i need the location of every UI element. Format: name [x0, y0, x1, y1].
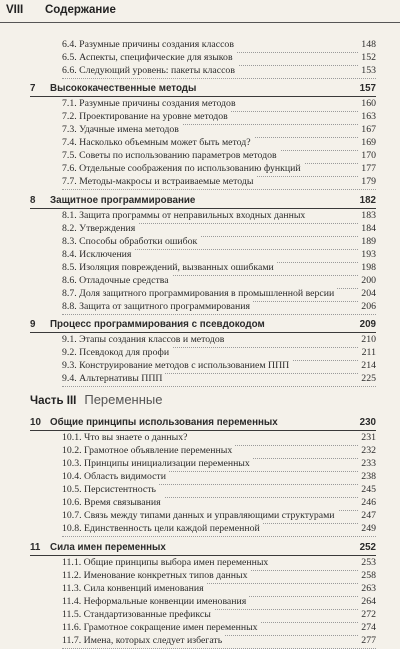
running-head [0, 0, 400, 26]
section-page: 204 [358, 287, 376, 301]
section-page: 274 [358, 621, 376, 635]
section-page: 179 [358, 175, 376, 189]
section-title: 11.7. Имена, которых следует избегать [62, 634, 225, 648]
section-title: 11.6. Грамотное сокращение имен переменных [62, 621, 261, 635]
section-title: 7.2. Проектирование на уровне методов [62, 110, 231, 124]
section-page: 246 [358, 496, 376, 510]
section-page: 277 [358, 634, 376, 648]
section-title: 8.7. Доля защитного программирования в промышленной версии [62, 287, 337, 301]
chapter-title: Общие принципы использования переменных [50, 417, 278, 429]
chapter-page: 157 [359, 83, 376, 95]
section-title: 11.5. Стандартизованные префиксы [62, 608, 214, 622]
section-page: 163 [358, 110, 376, 124]
section-title: 9.2. Псевдокод для профи [62, 346, 172, 360]
toc-section-entry [62, 522, 376, 537]
section-title: 6.6. Следующий уровень: пакеты классов [62, 64, 238, 78]
toc-chapter-entry [30, 193, 376, 209]
section-page: 206 [358, 300, 376, 314]
section-title: 10.1. Что вы знаете о данных? [62, 431, 190, 445]
toc-section-entry [62, 634, 376, 649]
section-page: 153 [358, 64, 376, 78]
running-head-title: Содержание [45, 4, 116, 16]
toc-chapter-entry [30, 81, 376, 97]
section-title: 7.3. Удачные имена методов [62, 123, 182, 137]
section-page: 170 [358, 149, 376, 163]
page-number: VIII [6, 4, 24, 16]
chapter-number: 9 [30, 318, 36, 330]
chapter-page: 209 [359, 318, 376, 330]
chapter-number: 7 [30, 83, 36, 95]
section-page: 258 [358, 569, 376, 583]
section-page: 183 [358, 209, 376, 223]
section-title: 10.8. Единственность цели каждой переменной [62, 522, 263, 536]
section-title: 7.4. Насколько объемным может быть метод? [62, 136, 254, 150]
section-title: 6.5. Аспекты, специфические для языков [62, 51, 236, 65]
section-page: 167 [358, 123, 376, 137]
section-page: 198 [358, 261, 376, 275]
section-page: 214 [358, 359, 376, 373]
section-page: 264 [358, 595, 376, 609]
section-page: 245 [358, 483, 376, 497]
section-page: 211 [359, 346, 376, 360]
section-title: 10.6. Время связывания [62, 496, 164, 510]
section-page: 232 [358, 444, 376, 458]
toc-chapter-entry [30, 415, 376, 431]
toc-chapter-entry [30, 540, 376, 556]
section-title: 9.3. Конструирование методов с использованием ППП [62, 359, 292, 373]
chapter-page: 230 [359, 417, 376, 429]
section-page: 263 [358, 582, 376, 596]
section-title: 6.4. Разумные причины создания классов [62, 38, 237, 52]
section-page: 225 [358, 372, 376, 386]
section-page: 238 [358, 470, 376, 484]
section-page: 233 [358, 457, 376, 471]
header-rule [0, 22, 400, 23]
section-page: 152 [358, 51, 376, 65]
section-page: 148 [358, 38, 376, 52]
section-title: 8.8. Защита от защитного программирования [62, 300, 253, 314]
section-title: 9.1. Этапы создания классов и методов [62, 333, 227, 347]
section-title: 8.6. Отладочные средства [62, 274, 172, 288]
chapter-page: 182 [359, 194, 376, 206]
section-page: 193 [358, 248, 376, 262]
section-page: 210 [358, 333, 376, 347]
section-title: 7.7. Методы-макросы и встраиваемые методы [62, 175, 257, 189]
toc-section-entry [62, 175, 376, 190]
section-title: 10.5. Персистентность [62, 483, 159, 497]
section-title: 10.3. Принципы инициализации переменных [62, 457, 253, 471]
section-title: 11.2. Именование конкретных типов данных [62, 569, 250, 583]
section-title: 8.2. Утверждения [62, 222, 138, 236]
toc-chapter-entry [30, 317, 376, 333]
section-page: 160 [358, 97, 376, 111]
section-page: 247 [358, 509, 376, 523]
chapter-page: 252 [359, 541, 376, 553]
section-page: 272 [358, 608, 376, 622]
toc-part-heading [30, 391, 163, 409]
section-title: 10.2. Грамотное объявление переменных [62, 444, 235, 458]
section-title: 10.7. Связь между типами данных и управляющими структурами [62, 509, 338, 523]
chapter-number: 11 [30, 541, 41, 553]
section-title: 8.1. Защита программы от неправильных входных данных [62, 209, 308, 223]
section-title: 7.6. Отдельные соображения по использованию функций [62, 162, 304, 176]
toc-section-entry [62, 372, 376, 387]
chapter-title: Сила имен переменных [50, 541, 166, 553]
section-title: 9.4. Альтернативы ППП [62, 372, 165, 386]
chapter-number: 10 [30, 417, 41, 429]
chapter-title: Процесс программирования с псевдокодом [50, 318, 265, 330]
toc-section-entry [62, 64, 376, 79]
section-page: 177 [358, 162, 376, 176]
section-page: 184 [358, 222, 376, 236]
section-page: 231 [358, 431, 376, 445]
section-title: 8.4. Исключения [62, 248, 134, 262]
part-label: Часть III [30, 395, 77, 408]
section-page: 189 [358, 235, 376, 249]
section-title: 8.3. Способы обработки ошибок [62, 235, 200, 249]
part-title: Переменные [84, 392, 163, 408]
section-page: 200 [358, 274, 376, 288]
section-page: 253 [358, 556, 376, 570]
chapter-title: Высококачественные методы [50, 83, 197, 95]
chapter-number: 8 [30, 194, 36, 206]
chapter-title: Защитное программирование [50, 194, 196, 206]
section-title: 7.5. Советы по использованию параметров методов [62, 149, 280, 163]
toc-section-entry [62, 300, 376, 315]
section-title: 10.4. Область видимости [62, 470, 169, 484]
section-title: 11.1. Общие принципы выбора имен переменных [62, 556, 271, 570]
section-title: 7.1. Разумные причины создания методов [62, 97, 239, 111]
section-title: 11.4. Неформальные конвенции именования [62, 595, 249, 609]
section-page: 169 [358, 136, 376, 150]
section-title: 8.5. Изоляция повреждений, вызванных ошибками [62, 261, 277, 275]
section-page: 249 [358, 522, 376, 536]
section-title: 11.3. Сила конвенций именования [62, 582, 207, 596]
